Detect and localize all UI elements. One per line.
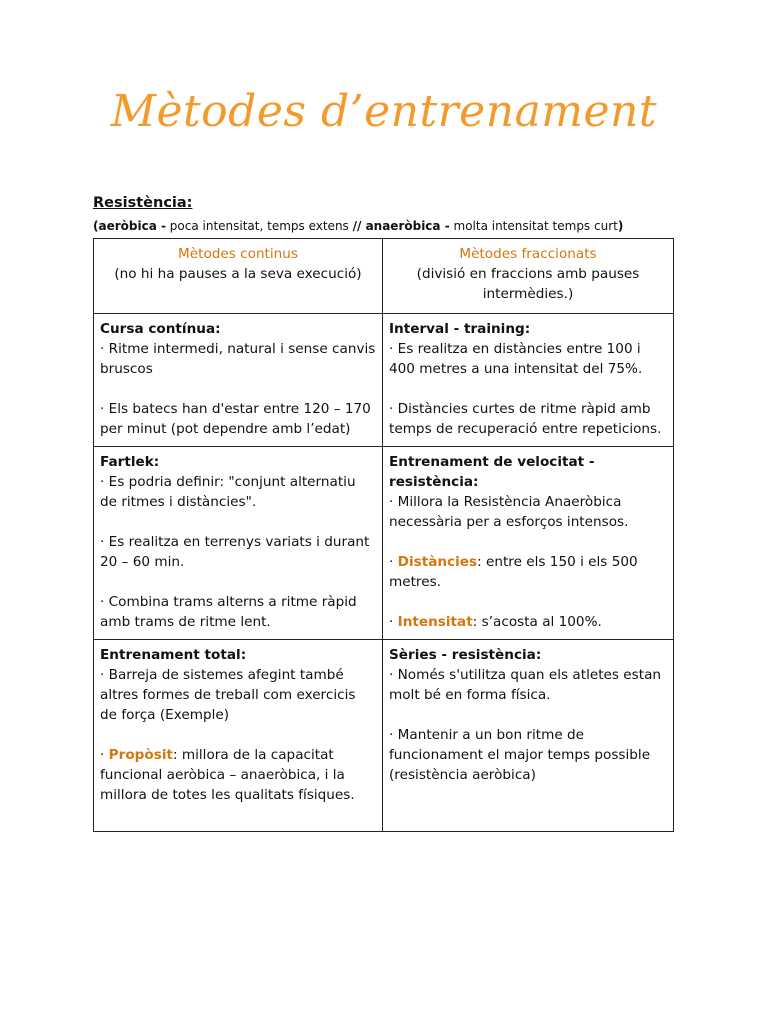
cell-series-resistencia <box>383 640 674 832</box>
highlight-term: Distàncies <box>397 554 478 570</box>
cell-heading: Entrenament total: <box>100 647 247 663</box>
cell-interval-training <box>383 314 674 447</box>
cell-heading: Cursa contínua: <box>100 321 221 337</box>
cell-paragraph: · Només s'utilitza quan els atletes estan molt bé en forma física. <box>389 667 662 703</box>
subtitle-open-paren: ( <box>93 219 99 233</box>
anaerobic-term: anaeròbica - <box>361 219 450 233</box>
cell-paragraph: · Es podria definir: "conjunt alternatiu de ritmes i distàncies". <box>100 474 356 510</box>
cell-heading: Fartlek: <box>100 454 160 470</box>
table-row <box>94 640 674 832</box>
cell-paragraph: · Distàncies curtes de ritme ràpid amb temps de recuperació entre repeticions. <box>389 401 662 437</box>
anaerobic-desc: molta intensitat temps curt <box>449 219 618 233</box>
section-subtitle <box>93 219 623 233</box>
aerobic-term: aeròbica - <box>98 219 166 233</box>
cell-paragraph: · Ritme intermedi, natural i sense canvis bruscos <box>100 341 376 377</box>
page-title: Mètodes d’entrenament <box>110 86 658 137</box>
header-continuous-title: Mètodes continus <box>178 246 298 262</box>
methods-table <box>93 238 674 832</box>
header-fractioned-title: Mètodes fraccionats <box>459 246 597 262</box>
aerobic-desc: poca intensitat, temps extens <box>165 219 353 233</box>
section-heading: Resistència: <box>93 195 193 211</box>
bullet: · <box>100 747 109 763</box>
term-description: : millora de la capacitat funcional aeròbica – anaeròbica, i la millora de totes les qualitats físiques. <box>100 747 355 803</box>
cell-heading: Entrenament de velocitat - resistència: <box>389 454 595 490</box>
cell-paragraph <box>389 552 667 592</box>
cell-paragraph <box>389 612 667 632</box>
cell-heading: Interval - training: <box>389 321 531 337</box>
subtitle-separator: // <box>352 219 362 233</box>
cell-paragraph: · Es realitza en terrenys variats i durant 20 – 60 min. <box>100 534 370 570</box>
cell-paragraph: · Mantenir a un bon ritme de funcionament el major temps possible (resistència aeròbica) <box>389 727 651 783</box>
cell-velocitat-resistencia <box>383 447 674 640</box>
cell-cursa-continua <box>94 314 383 447</box>
bullet: · <box>389 614 398 630</box>
highlight-term: Intensitat <box>397 614 473 630</box>
table-header-row <box>94 239 674 314</box>
term-description: : s’acosta al 100%. <box>472 614 602 630</box>
cell-paragraph: · Barreja de sistemes afegint també altres formes de treball com exercicis de força (Exemple) <box>100 667 356 723</box>
term-description: : entre els 150 i els 500 metres. <box>389 554 638 590</box>
cell-paragraph: · Combina trams alterns a ritme ràpid amb trams de ritme lent. <box>100 594 357 630</box>
table-row <box>94 314 674 447</box>
cell-paragraph: · Es realitza en distàncies entre 100 i 400 metres a una intensitat del 75%. <box>389 341 643 377</box>
header-fractioned <box>383 239 674 314</box>
cell-paragraph: · Els batecs han d'estar entre 120 – 170 per minut (pot dependre amb l’edat) <box>100 401 371 437</box>
bullet: · <box>389 554 398 570</box>
cell-paragraph: · Millora la Resistència Anaeròbica necessària per a esforços intensos. <box>389 494 629 530</box>
subtitle-close-paren: ) <box>617 219 624 233</box>
highlight-term: Propòsit <box>108 747 173 763</box>
cell-paragraph <box>100 745 376 805</box>
header-continuous <box>94 239 383 314</box>
cell-heading: Sèries - resistència: <box>389 647 542 663</box>
header-continuous-note: (no hi ha pauses a la seva execució) <box>114 266 362 282</box>
cell-entrenament-total <box>94 640 383 832</box>
header-fractioned-note: (divisió en fraccions amb pauses intermèdies.) <box>416 266 640 302</box>
table-row <box>94 447 674 640</box>
cell-fartlek <box>94 447 383 640</box>
